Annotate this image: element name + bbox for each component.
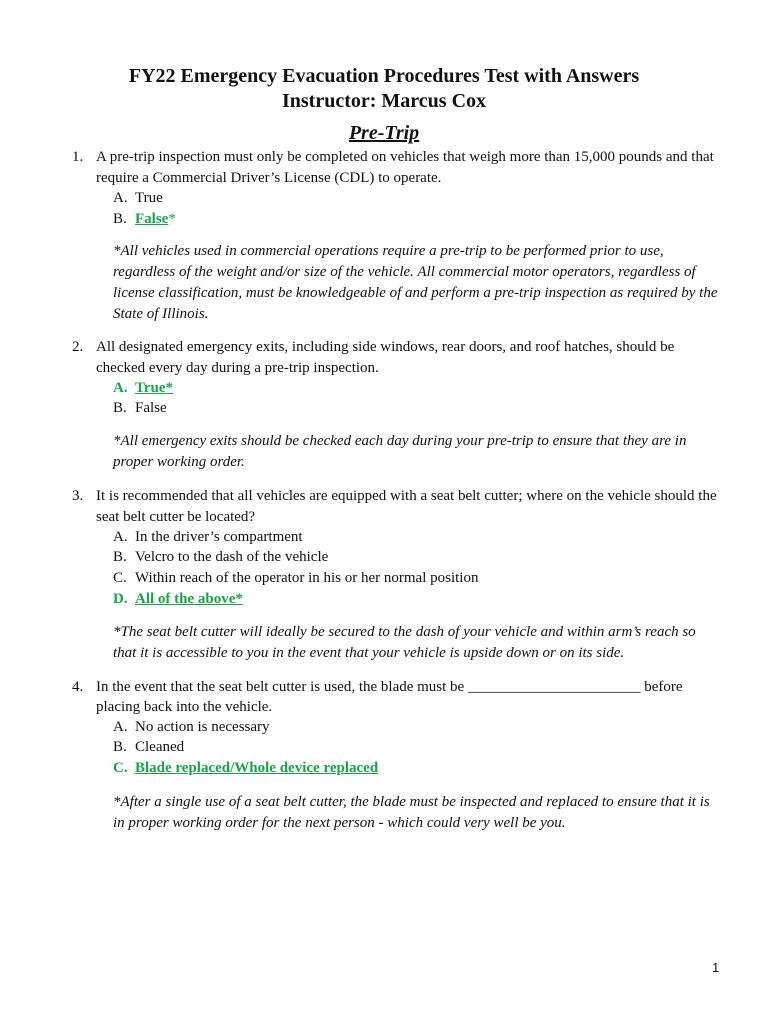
option-text: Velcro to the dash of the vehicle [135,549,329,565]
question-stem: A pre-trip inspection must only be completed on vehicles that weigh more than 15,000 pounds and that [96,149,714,165]
correct-marker: * [168,211,176,227]
option-letter: A. [113,719,128,735]
answer-explanation: *After a single use of a seat belt cutter, the blade must be inspected and replaced to ensure that it is [113,794,710,810]
option-letter: A. [113,529,128,545]
option-text: Within reach of the operator in his or her normal position [135,570,479,586]
answer-option [113,398,167,418]
option-letter: D. [113,591,128,607]
question-stem: placing back into the vehicle. [96,699,273,715]
correct-answer: True* [135,380,174,396]
answer-explanation: regardless of the weight and/or size of the vehicle. All commercial motor operators, regardless of [113,264,696,280]
question-number: 4. [72,679,84,695]
section-heading: Pre-Trip [348,122,420,144]
answer-option [113,568,478,588]
question-stem: In the event that the seat belt cutter is used, the blade must be _______________________ before [96,679,683,695]
answer-option [113,527,303,547]
correct-answer: False [135,211,169,227]
question-stem: It is recommended that all vehicles are equipped with a seat belt cutter; where on the vehicle should the [96,488,717,504]
answer-option [113,717,270,737]
option-letter: C. [113,570,127,586]
answer-explanation: State of Illinois. [113,306,209,322]
question-stem: require a Commercial Driver’s License (CDL) to operate. [96,170,442,186]
answer-explanation: *All emergency exits should be checked each day during your pre-trip to ensure that they are in [113,433,687,449]
question-stem: seat belt cutter be located? [96,509,256,525]
question-number: 1. [72,149,84,165]
question-stem: checked every day during a pre-trip inspection. [96,360,379,376]
answer-option [113,188,163,208]
answer-option [113,209,176,229]
option-letter: B. [113,549,127,565]
answer-option [113,589,243,609]
question-number: 2. [72,339,84,355]
answer-explanation: license classification, must be knowledgeable of and perform a pre-trip inspection as required by the [113,285,718,301]
document-title: FY22 Emergency Evacuation Procedures Test with Answers [128,65,640,87]
correct-answer: All of the above* [135,591,243,607]
option-letter: C. [113,760,128,776]
answer-option [113,547,328,567]
option-letter: B. [113,739,127,755]
page-number: 1 [712,960,720,975]
answer-option [113,378,173,398]
option-text: No action is necessary [135,719,270,735]
option-letter: A. [113,190,128,206]
correct-answer: Blade replaced/Whole device replaced [135,760,379,776]
answer-explanation: in proper working order for the next person - which could very well be you. [113,815,566,831]
option-letter: A. [113,380,128,396]
option-text: False [135,400,167,416]
question-stem: All designated emergency exits, including side windows, rear doors, and roof hatches, should be [96,339,675,355]
option-letter: B. [113,400,127,416]
answer-explanation: *The seat belt cutter will ideally be secured to the dash of your vehicle and within arm’s reach so [113,624,696,640]
answer-explanation: *All vehicles used in commercial operations require a pre-trip to be performed prior to use, [113,243,664,259]
answer-option [113,758,378,778]
answer-explanation: proper working order. [113,454,245,470]
option-text: Cleaned [135,739,185,755]
answer-option [113,737,184,757]
answer-explanation: that it is accessible to you in the event that your vehicle is upside down or on its side. [113,645,625,661]
option-text: True [135,190,163,206]
instructor-line: Instructor: Marcus Cox [281,90,487,112]
option-letter: B. [113,211,127,227]
option-text: In the driver’s compartment [135,529,303,545]
question-number: 3. [72,488,84,504]
